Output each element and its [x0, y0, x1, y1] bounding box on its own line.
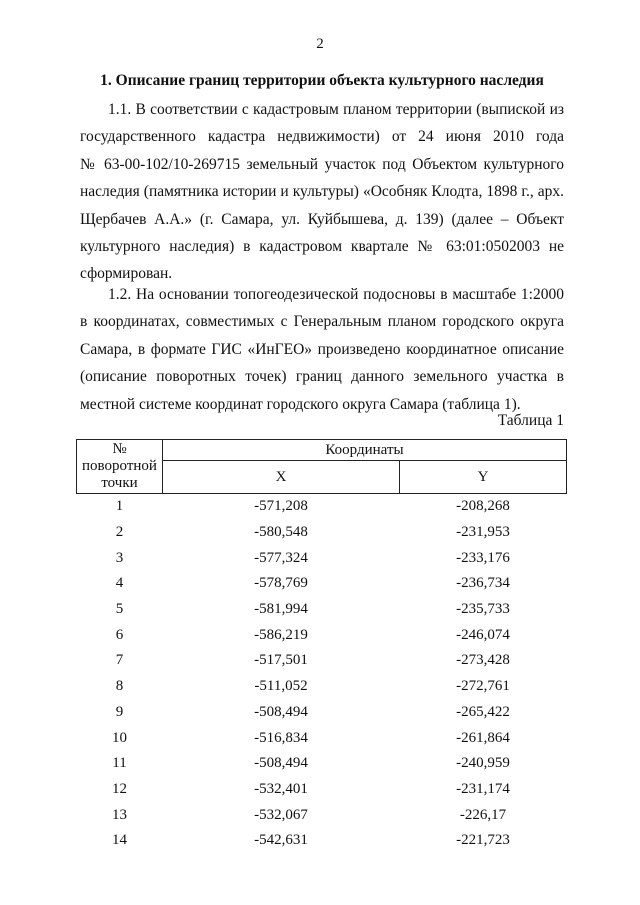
- point-number-header-line: №: [112, 441, 127, 457]
- point-number-cell: 14: [112, 832, 127, 849]
- paragraph-line: культурного наследия) в кадастровом квартале № 63:01:0502003 не: [80, 237, 564, 255]
- y-coordinate-cell: -272,761: [456, 678, 510, 695]
- y-coordinate-cell: -273,428: [456, 652, 510, 669]
- table-row: [77, 597, 567, 623]
- table-row: [77, 725, 567, 751]
- x-coordinate-cell: -516,834: [254, 729, 308, 746]
- paragraph-line: Щербачев А.А.» (г. Самара, ул. Куйбышева, д. 139) (далее – Объект: [80, 210, 564, 228]
- paragraph-line: 1.1. В соответствии с кадастровым планом территории (выпиской из: [108, 101, 564, 118]
- point-number-cell: 2: [115, 524, 124, 541]
- y-coordinate-cell: -240,959: [456, 755, 510, 772]
- table-row: [77, 777, 567, 803]
- y-coordinate-cell: -231,174: [456, 780, 510, 797]
- table-row: [77, 520, 567, 546]
- point-number-header-line: поворотной: [82, 458, 157, 474]
- table-row: [77, 700, 567, 726]
- point-number-header: [77, 440, 163, 494]
- point-number-cell: 11: [112, 755, 127, 772]
- x-coordinate-cell: -517,501: [254, 652, 308, 669]
- paragraph-1-1: [80, 96, 564, 288]
- point-number-cell: 12: [112, 780, 127, 797]
- x-coordinate-cell: -577,324: [254, 549, 308, 566]
- coordinates-table: [76, 439, 567, 854]
- section-title: 1. Описание границ территории объекта культурного наследия: [100, 72, 544, 89]
- point-number-cell: 5: [115, 601, 124, 618]
- y-coordinate-cell: -265,422: [456, 703, 510, 720]
- y-coordinate-cell: -235,733: [456, 601, 510, 618]
- x-coordinate-cell: -511,052: [254, 678, 308, 695]
- point-number-cell: 4: [115, 575, 124, 592]
- point-number-cell: 6: [115, 626, 124, 643]
- paragraph-line: 1.2. На основании топогеодезической подосновы в масштабе 1:2000: [108, 286, 564, 303]
- coordinates-table-body: [77, 494, 567, 854]
- y-coordinate-cell: -231,953: [456, 524, 510, 541]
- x-coordinate-cell: -532,401: [254, 780, 308, 797]
- point-number-cell: 3: [115, 549, 124, 566]
- paragraph-1-2: [80, 281, 564, 418]
- point-number-cell: 1: [115, 498, 124, 515]
- paragraph-line: сформирован.: [80, 265, 173, 283]
- x-coordinate-cell: -581,994: [254, 601, 308, 618]
- paragraph-line: государственного кадастра недвижимости) от 24 июня 2010 года: [80, 128, 564, 146]
- x-coordinate-cell: -571,208: [254, 498, 308, 515]
- table-row: [77, 648, 567, 674]
- table-row: [77, 571, 567, 597]
- x-coordinate-cell: -508,494: [254, 703, 308, 720]
- point-number-cell: 7: [115, 652, 124, 669]
- x-coordinate-cell: -532,067: [254, 806, 308, 823]
- x-coordinate-cell: -578,769: [254, 575, 308, 592]
- paragraph-line: (описание поворотных точек) границ данного земельного участка в: [80, 368, 564, 386]
- table-row: [77, 545, 567, 571]
- page-number: 2: [316, 36, 324, 52]
- paragraph-line: наследия (памятника истории и культуры) «Особняк Клодта, 1898 г., арх.: [80, 183, 564, 201]
- table-caption: Таблица 1: [497, 412, 564, 429]
- table-row: [77, 674, 567, 700]
- paragraph-line: местной системе координат городского округа Самара (таблица 1).: [80, 395, 521, 413]
- x-coordinate-cell: -508,494: [254, 755, 308, 772]
- table-row: [77, 751, 567, 777]
- point-number-cell: 13: [112, 806, 127, 823]
- table-row: [77, 828, 567, 854]
- point-number-header-line: точки: [101, 475, 138, 491]
- paragraph-line: № 63-00-102/10-269715 земельный участок под Объектом культурного: [80, 155, 564, 173]
- x-coordinate-cell: -542,631: [254, 832, 308, 849]
- x-coordinate-cell: -586,219: [254, 626, 308, 643]
- paragraph-line: в координатах, совместимых с Генеральным планом городского округа: [80, 313, 564, 331]
- paragraph-line: Самара, в формате ГИС «ИнГЕО» произведено координатное описание: [80, 340, 564, 358]
- y-column-header: Y: [400, 461, 567, 494]
- y-coordinate-cell: -233,176: [456, 549, 510, 566]
- point-number-cell: 8: [115, 678, 124, 695]
- table-row: [77, 622, 567, 648]
- y-coordinate-cell: -208,268: [456, 498, 510, 515]
- table-row: [77, 802, 567, 828]
- y-coordinate-cell: -236,734: [456, 575, 510, 592]
- point-number-cell: 10: [112, 729, 127, 746]
- point-number-cell: 9: [115, 703, 124, 720]
- coordinates-header: Координаты: [163, 440, 567, 461]
- x-column-header: X: [163, 461, 400, 494]
- table-row: [77, 494, 567, 520]
- y-coordinate-cell: -261,864: [456, 729, 510, 746]
- x-coordinate-cell: -580,548: [254, 524, 308, 541]
- y-coordinate-cell: -221,723: [456, 832, 510, 849]
- y-coordinate-cell: -226,17: [459, 806, 507, 823]
- y-coordinate-cell: -246,074: [456, 626, 510, 643]
